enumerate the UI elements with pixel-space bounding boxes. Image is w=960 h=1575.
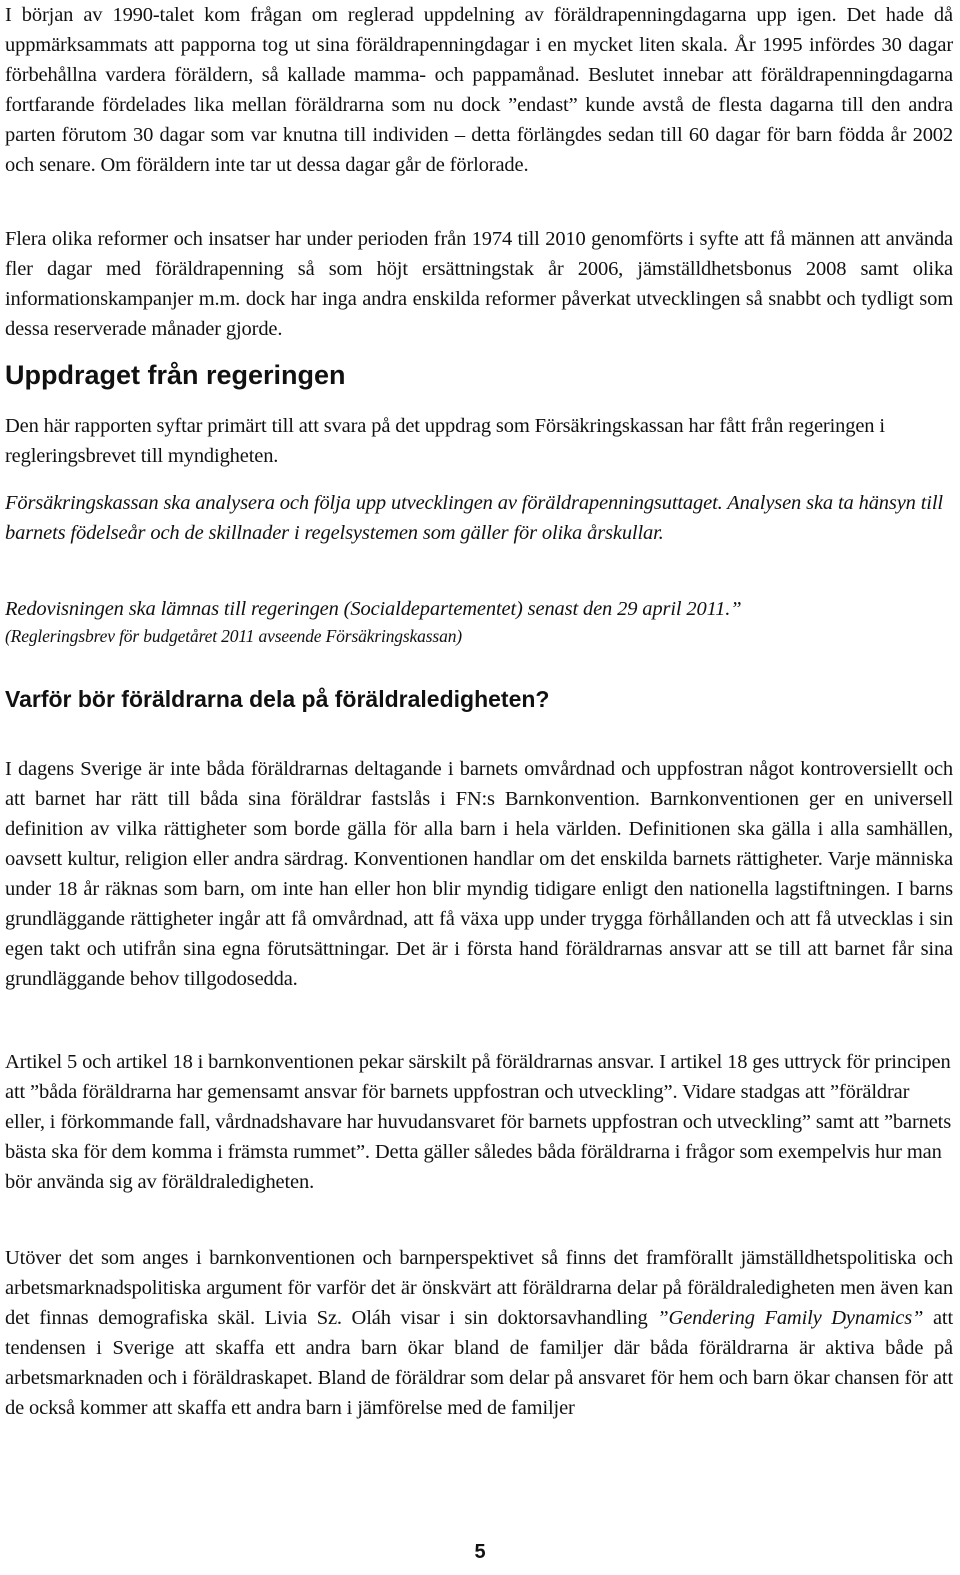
page-number: 5 [474, 1541, 486, 1563]
paragraph-demographic-arguments [5, 1243, 953, 1423]
quote-assignment-deadline: Redovisningen ska lämnas till regeringen (Socialdepartementet) senast den 29 april 2011.” [5, 598, 742, 620]
dissertation-title: ”Gendering Family Dynamics” [657, 1307, 924, 1329]
paragraph-history-1990s: I början av 1990-talet kom frågan om reglerad uppdelning av föräldrapenningdagarna upp igen. Det hade då uppmärksammats att papporna tog ut sina föräldrapenningdagar i en mycket liten skala. År 1995 infördes 30 dagar förbehållna vardera föräldern, så kallade mamma- och pappamånad. Beslutet innebar att föräldrapenningdagarna fortfarande fördelades lika mellan föräldrarna som nu dock ”endast” kunde avstå de flesta dagarna till den andra parten förutom 30 dagar som var knutna till individen – detta förlängdes sedan till 60 dagar för barn födda år 2002 och senare. Om föräldern inte tar ut dessa dagar går de förlorade. [5, 4, 953, 176]
paragraph-child-rights: I dagens Sverige är inte båda föräldrarnas deltagande i barnets omvårdnad och uppfostran något kontroversiellt och att barnet har rätt till båda sina föräldrar fastslås i FN:s Barnkonvention. Barnkonventionen ger en universell definition av vilka rättigheter som borde gälla för alla barn i hela världen. Definitionen ska gälla i alla samhällen, oavsett kultur, religion eller andra särdrag. Konventionen handlar om det enskilda barnets rättigheter. Varje människa under 18 år räknas som barn, om inte han eller hon blir myndig tidigare enligt den nationella lagstiftningen. I barns grundläggande rättigheter ingår att få omvårdnad, att få växa upp under trygga förhållanden och att få utvecklas i sin egen takt och utifrån sina egna förutsättningar. Det är i första hand föräldrarnas ansvar att se till att barnet får sina grundläggande behov tillgodosedda. [5, 758, 953, 990]
paragraph-text-part-1: Utöver det som anges i barnkonventionen och barnperspektivet så finns det framförallt jämställdhetspolitiska och arbetsmarknadspolitiska argument för varför det är önskvärt att föräldrarna delar på föräldraledigheten men även kan det finnas demografiska skäl. Livia Sz. Oláh visar i sin doktorsavhandling [5, 1247, 953, 1329]
heading-why-share-leave: Varför bör föräldrarna dela på föräldraledigheten? [5, 686, 550, 712]
quote-assignment-analysis: Försäkringskassan ska analysera och följa upp utvecklingen av föräldrapenningsuttaget. Analysen ska ta hänsyn till barnets födelseår och de skillnader i regelsystemen som gäller för olika årskullar. [5, 492, 943, 544]
paragraph-text-part-2: att tendensen i Sverige att skaffa ett andra barn ökar bland de familjer där båda föräldrarna är aktiva både på arbetsmarknaden och i föräldraskapet. Bland de föräldrar som delar på ansvaret för hem och barn ökar chansen för att de också kommer att skaffa ett andra barn i jämförelse med de familjer [5, 1307, 953, 1419]
paragraph-convention-articles: Artikel 5 och artikel 18 i barnkonventionen pekar särskilt på föräldrarnas ansvar. I artikel 18 ges uttryck för principen att ”båda föräldrarna har gemensamt ansvar för barnets uppfostran och utveckling”. Vidare stadgas att ”föräldrar eller, i förkommande fall, vårdnadshavare har huvudansvaret för barnets uppfostran och utveckling” samt att ”barnets bästa ska för dem komma i främsta rummet”. Detta gäller således båda föräldrarna i frågor som exempelvis hur man bör använda sig av föräldraledigheten. [5, 1051, 952, 1193]
paragraph-reforms: Flera olika reformer och insatser har under perioden från 1974 till 2010 genomförts i syfte att få männen att använda fler dagar med föräldrapenning så som höjt ersättningstak år 2006, jämställdhetsbonus 2008 samt olika informationskampanjer m.m. dock har inga andra enskilda reformer påverkat utvecklingen så snabbt och tydligt som dessa reserverade månader gjorde. [5, 228, 953, 340]
heading-government-assignment: Uppdraget från regeringen [5, 360, 346, 390]
paragraph-report-purpose: Den här rapporten syftar primärt till att svara på det uppdrag som Försäkringskassan har fått från regeringen i regleringsbrevet till myndigheten. [5, 415, 885, 467]
quote-source: (Regleringsbrev för budgetåret 2011 avseende Försäkringskassan) [5, 626, 462, 646]
